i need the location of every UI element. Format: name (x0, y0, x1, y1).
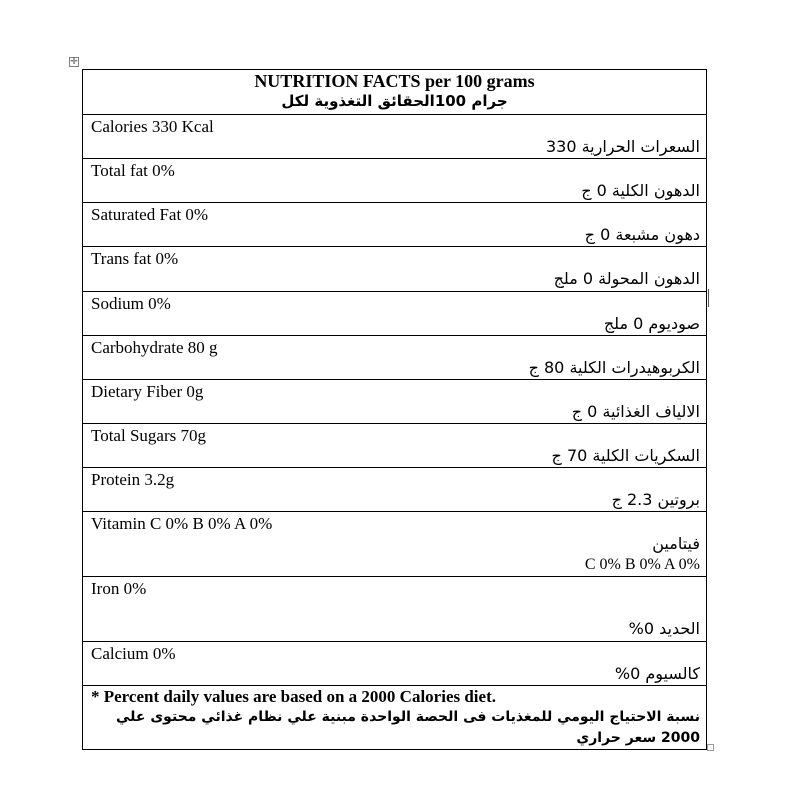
table-row (83, 336, 707, 380)
row-label-en: Carbohydrate 80 g (91, 338, 218, 357)
row-label-ar: فيتامين (652, 534, 700, 553)
row-label-ar: الالياف الغذائية 0 ج (571, 402, 700, 421)
text-caret (708, 289, 709, 307)
row-label-en: Sodium 0% (91, 294, 171, 313)
row-label-en: Vitamin C 0% B 0% A 0% (91, 514, 273, 533)
row-label-ar: دهون مشبعة 0 ج (584, 225, 700, 244)
row-label-en: Saturated Fat 0% (91, 205, 209, 224)
footnote-english: * Percent daily values are based on a 2000 Calories diet. (91, 687, 496, 706)
title-english: NUTRITION FACTS per 100 grams (254, 71, 535, 91)
row-label-ar: الدهون الكلية 0 ج (581, 181, 700, 200)
table-row (83, 577, 707, 642)
row-label-en: Protein 3.2g (91, 470, 175, 489)
table-move-icon[interactable]: ✛ (70, 57, 78, 67)
footnote-arabic: نسبة الاحتياج اليومي للمغذيات فى الحصة الواحدة مبنية علي نظام غذائي محتوى علي 2000 سعر حراري (116, 709, 700, 746)
table-row (83, 468, 707, 512)
row-label-ar: كالسيوم 0% (614, 664, 700, 683)
table-row (83, 292, 707, 336)
nutrition-table (82, 69, 707, 750)
table-row (83, 203, 707, 247)
table-row (83, 424, 707, 468)
row-label-ar-values: C 0% B 0% A 0% (584, 556, 700, 573)
row-label-en: Calcium 0% (91, 644, 176, 663)
table-footer-row (83, 686, 707, 750)
row-label-en: Iron 0% (91, 579, 147, 598)
row-label-ar: صوديوم 0 ملج (603, 314, 700, 333)
row-label-ar: السعرات الحرارية 330 (545, 137, 700, 156)
title-arabic: جرام 100الحقائق التغذوية لكل (281, 92, 508, 110)
row-label-ar: السكريات الكلية 70 ج (551, 446, 700, 465)
row-label-ar: بروتين 2.3 ج (611, 490, 700, 509)
row-label-en: Total Sugars 70g (91, 426, 206, 445)
table-row (83, 247, 707, 292)
table-header-row (83, 70, 707, 115)
table-row (83, 380, 707, 424)
table-row (83, 642, 707, 686)
table-row (83, 159, 707, 203)
table-row (83, 115, 707, 159)
row-label-ar: الكربوهيدرات الكلية 80 ج (528, 358, 700, 377)
row-label-en: Calories 330 Kcal (91, 117, 214, 136)
row-label-en: Trans fat 0% (91, 249, 179, 268)
table-row (83, 512, 707, 577)
row-label-en: Total fat 0% (91, 161, 175, 180)
row-label-ar: الحديد 0% (628, 619, 700, 638)
row-label-en: Dietary Fiber 0g (91, 382, 204, 401)
table-resize-icon[interactable] (707, 744, 714, 751)
row-label-ar: الدهون المحولة 0 ملج (553, 269, 700, 288)
